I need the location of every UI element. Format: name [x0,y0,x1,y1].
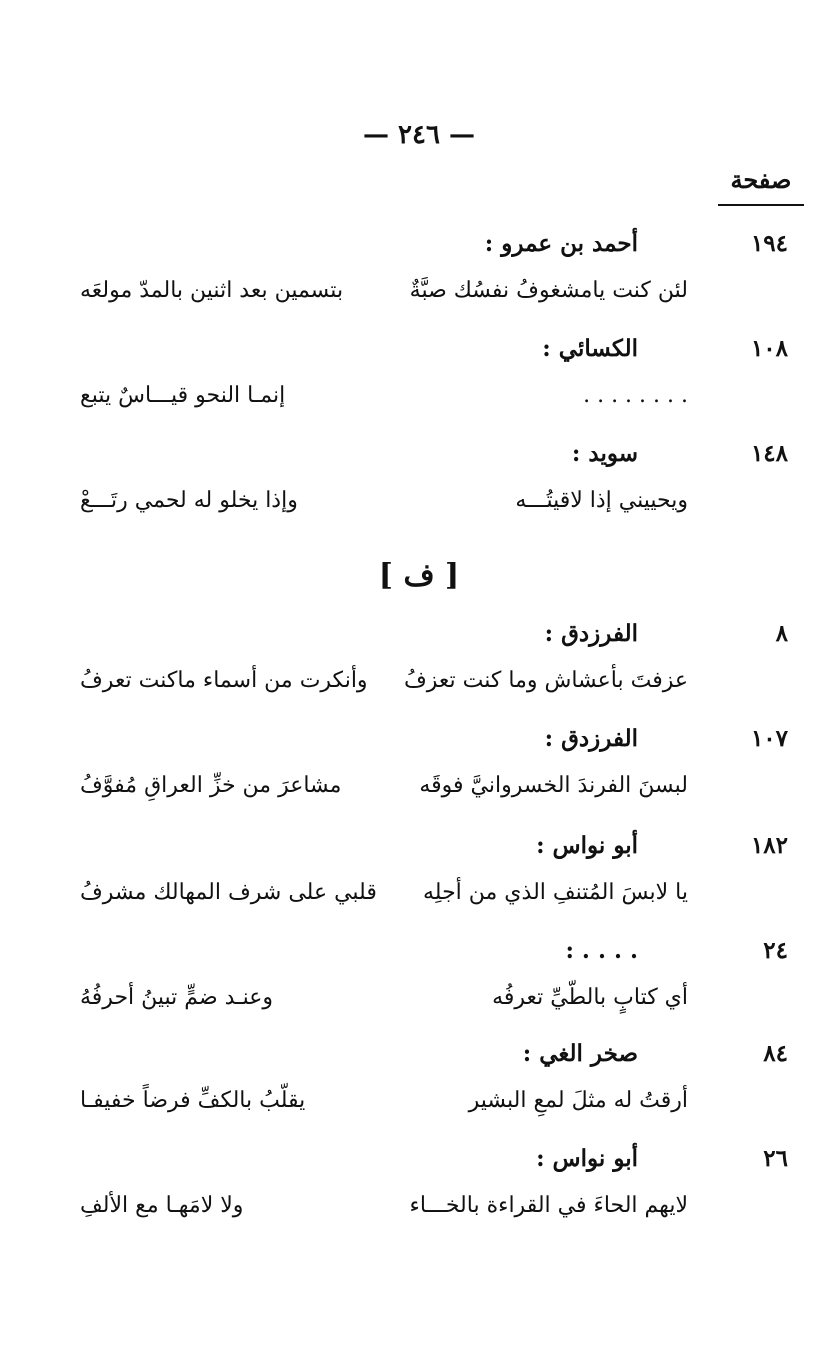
first-hemistich: ويحييني إذا لاقيتُـــه [515,488,688,513]
page-ref: ١٩٤ [750,230,788,257]
verse-entry [0,335,838,440]
first-hemistich: أي كتابٍ بالطّيِّ تعرفُه [492,985,688,1010]
page-number: — ٢٤٦ — [362,120,476,150]
page-ref: ٨٤ [763,1040,788,1067]
verse-entry [0,937,838,1042]
first-hemistich: عزفتَ بأعشاش وما كنت تعزفُ [403,668,688,693]
second-hemistich: مشاعرَ من خزِّ العراقِ مُفوَّفُ [80,773,342,798]
first-hemistich: يا لابسَ المُتنفِ الذي من أجلِه [423,880,688,905]
poet-name: الفرزدق : [544,620,638,647]
verse-entry [0,620,838,725]
page-ref: ٢٦ [763,1145,788,1172]
second-hemistich: ولا لامَهـا مع الألفِ [80,1193,244,1218]
second-hemistich: يقلّبُ بالكفِّ فرضاً خفيفـا [80,1088,306,1113]
verse-entry [0,832,838,937]
verse-entry [0,1145,838,1250]
page-ref: ١٠٨ [750,335,788,362]
poet-name: صخر الغي : [522,1040,638,1067]
second-hemistich: قلبي على شرف المهالك مشرفُ [80,880,377,905]
poet-name: سويد : [571,440,638,467]
first-hemistich: لايهم الحاءَ في القراءة بالخـــاء [409,1193,688,1218]
page-ref: ١٠٧ [750,725,788,752]
verse-entry [0,1040,838,1145]
first-hemistich: . . . . . . . . [583,383,688,408]
column-header: صفحة [718,165,804,206]
second-hemistich: وإذا يخلو له لحمي رتَـــعْ [80,488,298,513]
poet-name: الكسائي : [542,335,638,362]
first-hemistich: لبسنَ الفرندَ الخسروانيَّ فوقَه [419,773,688,798]
verse-entry [0,230,838,335]
second-hemistich: إنمـا النحو قيـــاسٌ يتبع [80,383,286,408]
verse-entry [0,440,838,545]
page-ref: ٢٤ [763,937,788,964]
page-ref: ٨ [775,620,788,647]
poet-name: الفرزدق : [544,725,638,752]
page-ref: ١٨٢ [750,832,788,859]
second-hemistich: وأنكرت من أسماء ماكنت تعرفُ [80,668,368,693]
poet-name: أبو نواس : [536,1145,638,1172]
second-hemistich: بتسمين بعد اثنين بالمدّ مولعَه [80,278,344,303]
second-hemistich: وعنـد ضمٍّ تبينُ أحرفُهُ [80,985,273,1010]
first-hemistich: أرقتُ له مثلَ لمعِ البشير [468,1088,688,1113]
poet-name: أحمد بن عمرو : [484,230,638,257]
page-ref: ١٤٨ [750,440,788,467]
section-letter: [ ف ] [378,558,460,593]
poet-name: . . . . : [565,937,638,964]
first-hemistich: لئن كنت يامشغوفُ نفسُك صبَّةٌ [409,278,688,303]
verse-entry [0,725,838,830]
poet-name: أبو نواس : [536,832,638,859]
